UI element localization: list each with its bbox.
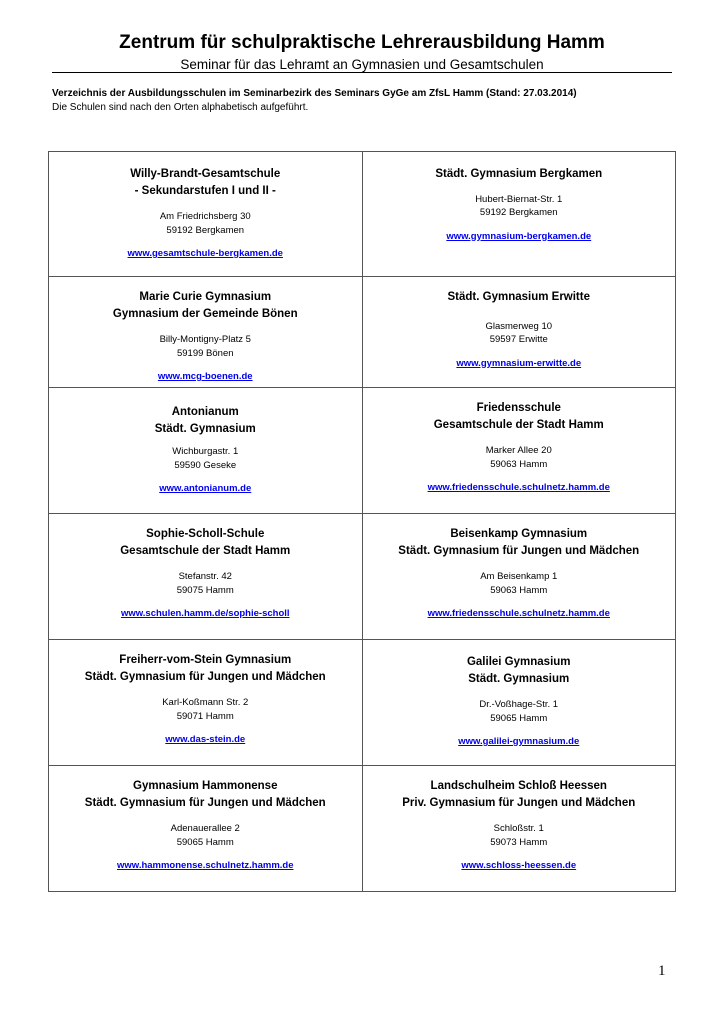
school-cell <box>49 388 363 514</box>
school-name-line: Städt. Gymnasium Bergkamen <box>435 168 603 180</box>
school-address <box>55 696 356 723</box>
school-street: Karl-Koßmann Str. 2 <box>162 697 249 708</box>
school-name <box>369 778 670 811</box>
school-street: Schloßstr. 1 <box>493 823 544 834</box>
school-address <box>55 445 356 472</box>
school-name-line: Städt. Gymnasium für Jungen und Mädchen <box>398 544 640 557</box>
school-name-line: Städt. Gymnasium <box>468 672 570 685</box>
school-name <box>55 652 356 685</box>
school-city: 59073 Hamm <box>490 836 548 848</box>
school-website-link[interactable]: www.friedensschule.schulnetz.hamm.de <box>427 482 610 493</box>
school-name-line: Städt. Gymnasium Erwitte <box>447 291 590 303</box>
school-name-line: Sophie-Scholl-Schule <box>146 528 265 540</box>
school-name-line: Freiherr-vom-Stein Gymnasium <box>119 654 292 666</box>
school-website-link[interactable]: www.das-stein.de <box>165 734 246 745</box>
school-website-link[interactable]: www.schloss-heessen.de <box>461 860 577 871</box>
school-name-line: Friedensschule <box>476 402 561 414</box>
school-name-line: Willy-Brandt-Gesamtschule <box>130 168 281 180</box>
school-name <box>55 289 356 322</box>
document-title: Zentrum für schulpraktische Lehrerausbildung Hamm <box>119 32 605 53</box>
school-address <box>55 210 356 237</box>
school-address <box>369 698 670 725</box>
school-cell <box>49 152 363 277</box>
school-city: 59071 Hamm <box>176 710 234 722</box>
school-street: Adenauerallee 2 <box>170 823 240 834</box>
schools-table <box>48 151 676 892</box>
school-address <box>369 444 670 471</box>
school-cell <box>49 514 363 640</box>
school-street: Hubert-Biernat-Str. 1 <box>475 193 563 205</box>
school-name-line: Städt. Gymnasium für Jungen und Mädchen <box>84 796 326 809</box>
school-name-line: Gesamtschule der Stadt Hamm <box>120 544 291 557</box>
school-name-line: Marie Curie Gymnasium <box>139 291 272 303</box>
school-website-link[interactable]: www.schulen.hamm.de/sophie-scholl <box>120 608 290 619</box>
school-website-link[interactable]: www.friedensschule.schulnetz.hamm.de <box>427 608 610 619</box>
intro-text <box>52 87 672 115</box>
school-street: Marker Allee 20 <box>485 445 552 456</box>
intro-heading: Verzeichnis der Ausbildungsschulen im Seminarbezirk des Seminars GyGe am ZfsL Hamm (Stand: 27.03.2014) <box>52 88 577 99</box>
school-name-line: - Sekundarstufen I und II - <box>134 184 276 197</box>
school-name <box>369 400 670 433</box>
school-city: 59063 Hamm <box>490 458 548 470</box>
school-city: 59075 Hamm <box>176 584 234 596</box>
table-row <box>49 766 676 892</box>
school-name-line: Städt. Gymnasium <box>154 422 256 435</box>
school-cell <box>362 388 676 514</box>
school-name <box>369 166 670 183</box>
school-city: 59063 Hamm <box>490 584 548 596</box>
school-cell <box>362 640 676 766</box>
school-website-link[interactable]: www.gymnasium-erwitte.de <box>456 357 582 369</box>
school-city: 59065 Hamm <box>490 712 548 724</box>
school-city: 59199 Bönen <box>176 347 234 359</box>
school-street: Dr.-Voßhage-Str. 1 <box>479 699 559 710</box>
school-city: 59590 Geseke <box>174 459 237 471</box>
school-city: 59192 Bergkamen <box>166 224 245 236</box>
school-name-line: Priv. Gymnasium für Jungen und Mädchen <box>402 796 636 809</box>
school-name-line: Gesamtschule der Stadt Hamm <box>433 418 604 431</box>
school-cell <box>49 640 363 766</box>
school-name-line: Antonianum <box>171 406 239 418</box>
table-row <box>49 152 676 277</box>
school-name-line: Gymnasium Hammonense <box>133 780 278 792</box>
school-cell <box>362 277 676 388</box>
school-name-line: Städt. Gymnasium für Jungen und Mädchen <box>84 670 326 683</box>
school-website-link[interactable]: www.hammonense.schulnetz.hamm.de <box>117 860 294 871</box>
school-name <box>55 404 356 437</box>
school-name-line: Beisenkamp Gymnasium <box>450 528 588 540</box>
school-address <box>55 570 356 597</box>
school-name <box>55 526 356 559</box>
school-address <box>369 193 670 220</box>
table-row <box>49 277 676 388</box>
school-address <box>55 333 356 360</box>
school-name <box>369 289 670 306</box>
school-name <box>55 166 356 199</box>
school-website-link[interactable]: www.galilei-gymnasium.de <box>458 736 580 747</box>
header-divider <box>52 72 672 73</box>
school-cell <box>362 766 676 892</box>
table-row <box>49 388 676 514</box>
school-city: 59192 Bergkamen <box>479 207 558 218</box>
school-address <box>55 822 356 849</box>
school-street: Stefanstr. 42 <box>178 571 232 582</box>
school-website-link[interactable]: www.gymnasium-bergkamen.de <box>446 230 592 242</box>
school-street: Wichburgastr. 1 <box>172 446 239 457</box>
school-website-link[interactable]: www.antonianum.de <box>159 483 252 494</box>
document-header <box>52 30 672 74</box>
school-address <box>369 822 670 849</box>
table-row <box>49 514 676 640</box>
school-street: Am Beisenkamp 1 <box>480 571 558 582</box>
school-street: Am Friedrichsberg 30 <box>159 211 251 222</box>
document-subtitle: Seminar für das Lehramt an Gymnasien und Gesamtschulen <box>180 57 544 72</box>
school-street: Billy-Montigny-Platz 5 <box>159 334 251 345</box>
school-name <box>55 778 356 811</box>
school-name-line: Landschulheim Schloß Heessen <box>430 780 607 792</box>
page-number: 1 <box>658 963 666 979</box>
school-street: Glasmerweg 10 <box>485 320 553 332</box>
table-row <box>49 640 676 766</box>
school-city: 59597 Erwitte <box>489 334 548 345</box>
school-cell <box>49 277 363 388</box>
school-website-link[interactable]: www.mcg-boenen.de <box>157 371 253 382</box>
school-name-line: Galilei Gymnasium <box>466 656 571 668</box>
school-cell <box>49 766 363 892</box>
school-address <box>369 570 670 597</box>
school-city: 59065 Hamm <box>176 836 234 848</box>
intro-note: Die Schulen sind nach den Orten alphabetisch aufgeführt. <box>52 102 309 113</box>
school-website-link[interactable]: www.gesamtschule-bergkamen.de <box>127 248 283 259</box>
school-name-line: Gymnasium der Gemeinde Bönen <box>112 307 298 320</box>
school-cell <box>362 152 676 277</box>
school-name <box>369 654 670 687</box>
school-address <box>369 320 670 347</box>
school-cell <box>362 514 676 640</box>
school-name <box>369 526 670 559</box>
